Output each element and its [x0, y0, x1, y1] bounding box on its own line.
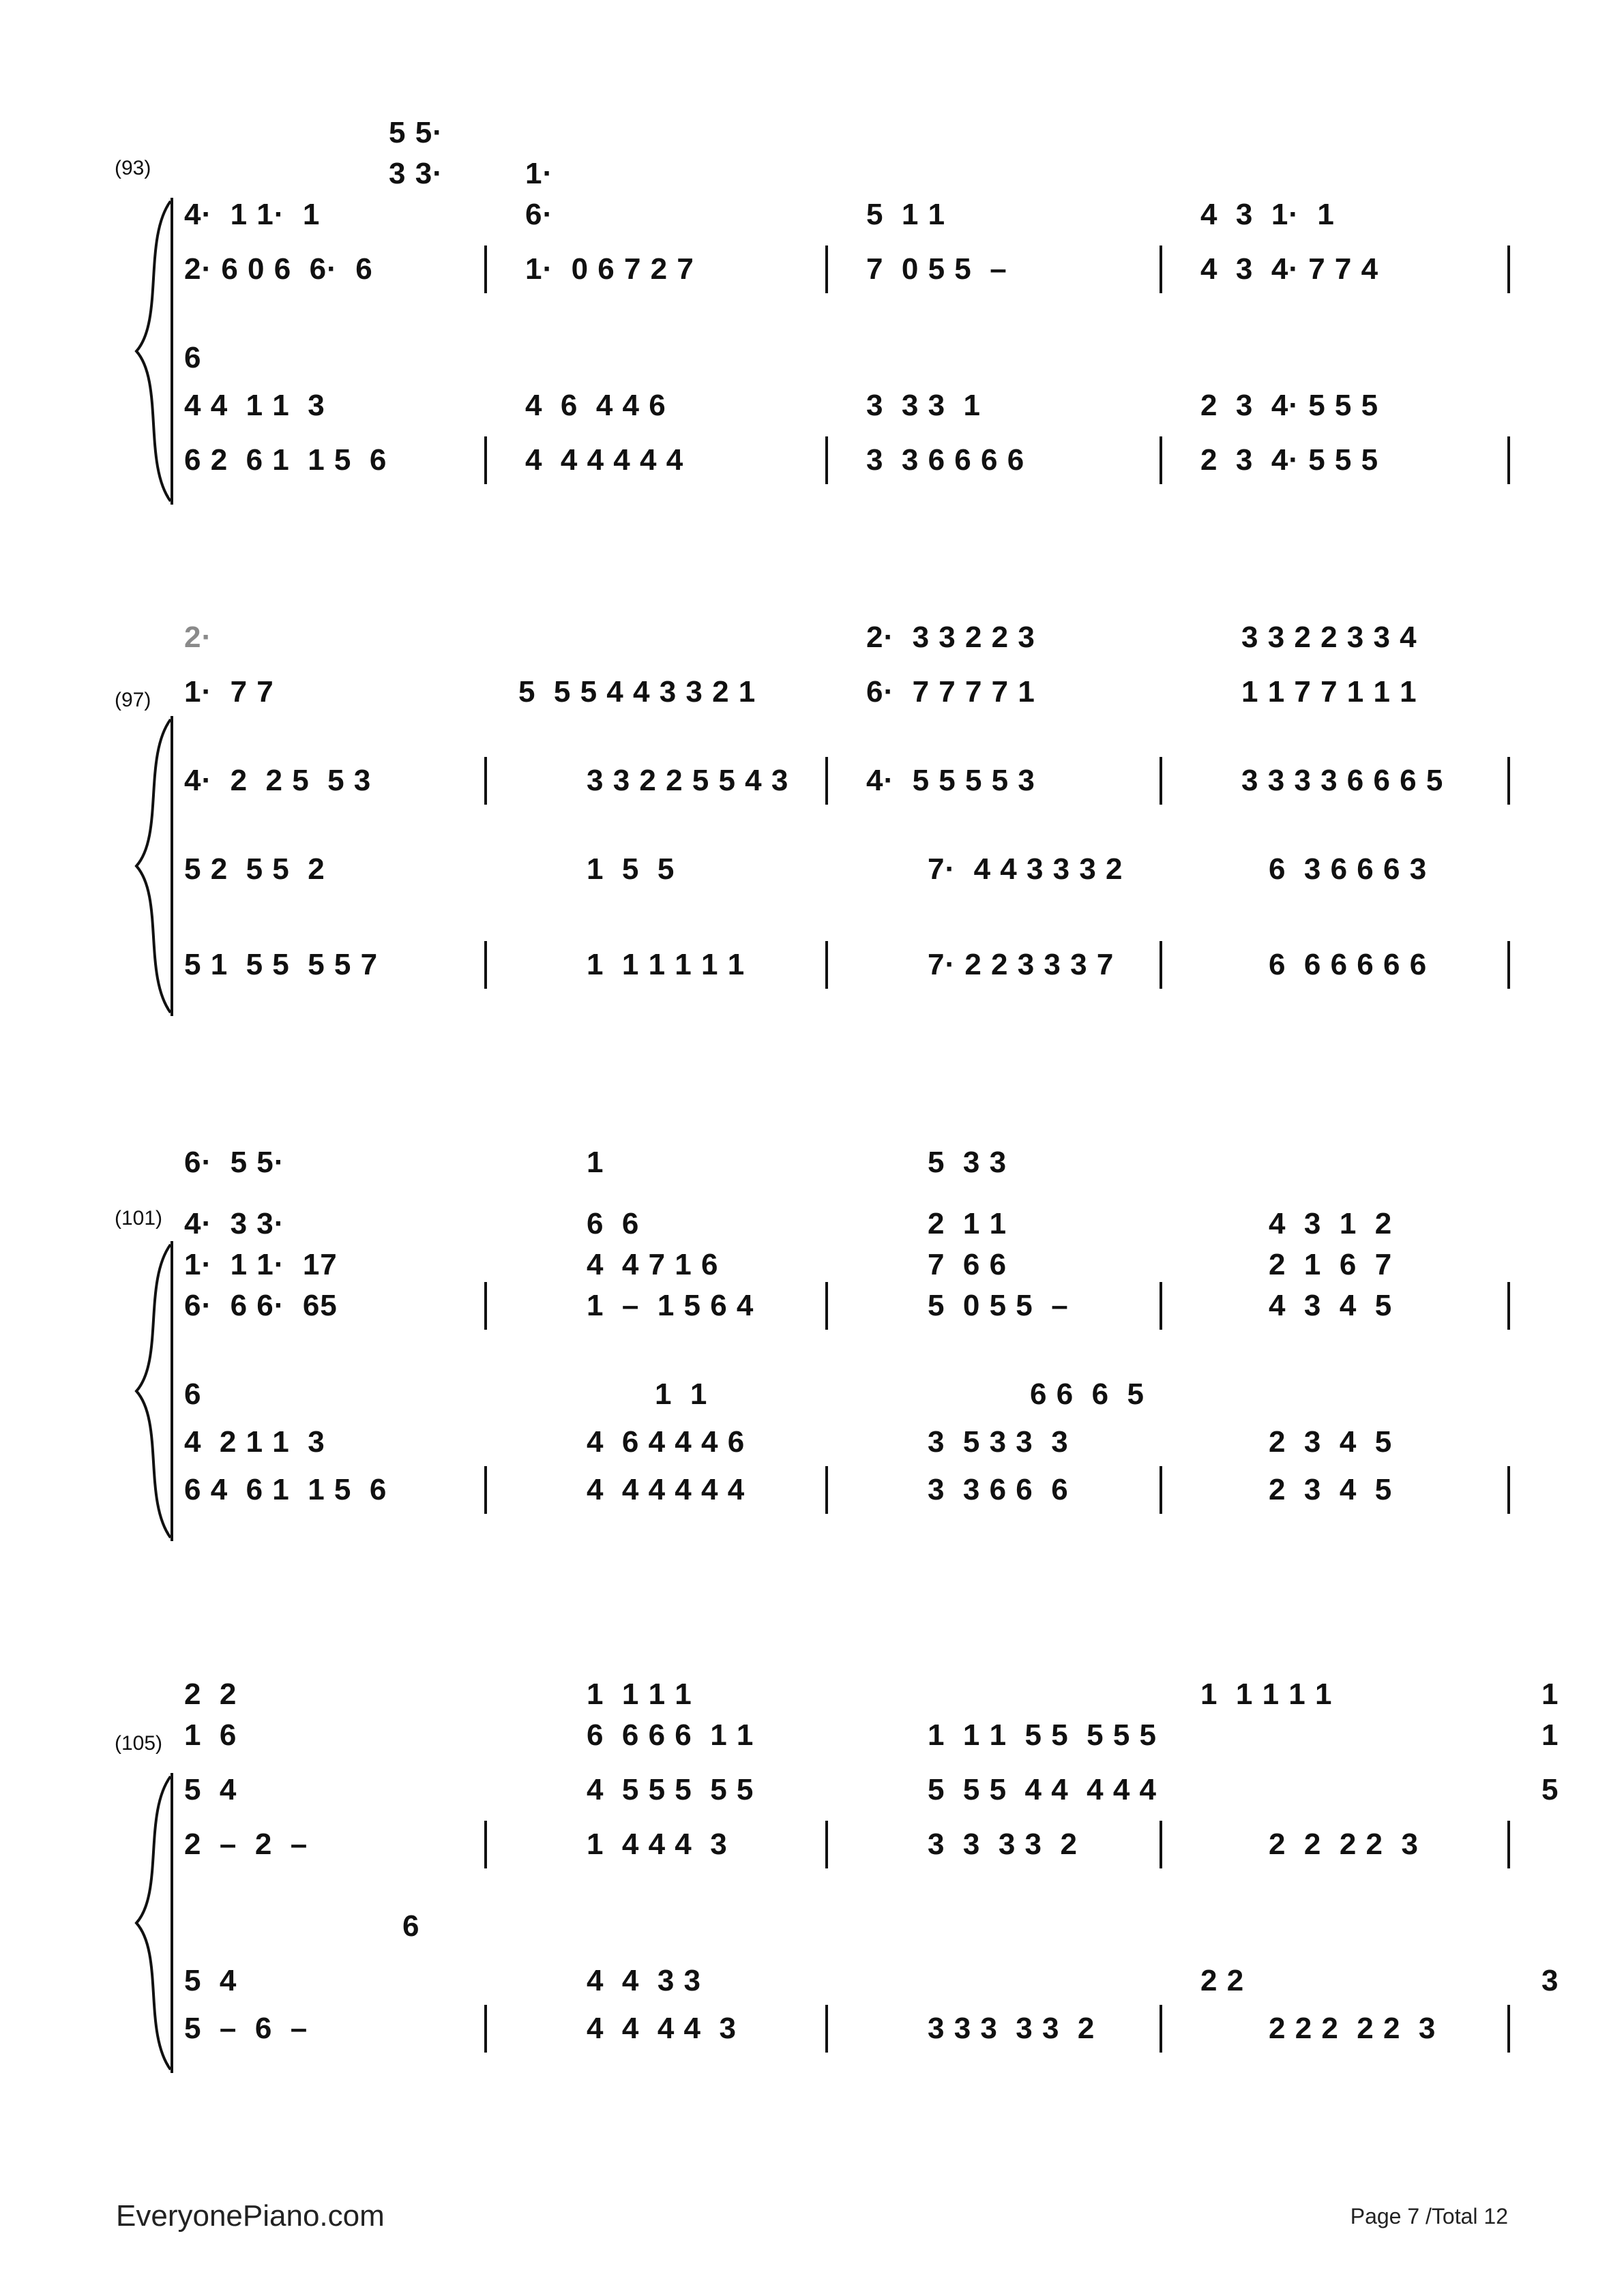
upper-staff-row: [177, 1207, 1521, 1245]
upper-staff-row: [177, 621, 1521, 659]
measure-107-note-row: 5 5 5 4 4 4 4 4: [928, 1773, 1157, 1806]
measure-96-note-row: 4 3 1· 1: [1200, 198, 1335, 231]
barline: [484, 1821, 487, 1868]
measure-102-note-row: 1 – 1 5 6 4: [587, 1289, 754, 1322]
barline: [1507, 757, 1510, 805]
barline: [484, 245, 487, 293]
barline: [1160, 1282, 1162, 1330]
measure-94-note-row: 1·: [525, 157, 554, 190]
measure-108-note-row: 2 2 2 2 2 3: [1269, 2012, 1436, 2045]
measure-95-note-row: 7 0 5 5 –: [866, 252, 1007, 286]
measure-98-note-row: 3 3 2 2 5 5 4 3: [587, 764, 789, 797]
barline: [825, 1282, 828, 1330]
measure-93-note-row: 4· 1 1· 1: [184, 198, 321, 231]
barline: [1507, 941, 1510, 989]
measure-105-note-row: 5 4: [184, 1964, 237, 1997]
measure-102-note-row: 1 1: [655, 1377, 708, 1411]
measure-number: (101): [115, 1207, 163, 1229]
lower-staff-row: [177, 389, 1521, 427]
measure-number: (105): [115, 1732, 163, 1755]
measure-101-note-row: 6· 5 5·: [184, 1146, 285, 1179]
measure-104-note-row: 2 1 6 7: [1269, 1248, 1393, 1281]
upper-staff-row: [177, 1248, 1521, 1286]
measure-100-note-row: 6 6 6 6 6 6: [1269, 948, 1428, 981]
measure-94-note-row: 1· 0 6 7 2 7: [525, 252, 694, 286]
site-name: EveryonePiano.com: [116, 2199, 385, 2233]
upper-staff-row: [177, 1718, 1559, 1757]
measure-97-note-row: 2·: [184, 621, 213, 654]
barline: [1160, 941, 1162, 989]
barline: [825, 436, 828, 484]
upper-staff-row: [177, 1289, 1521, 1327]
measure-101-note-row: 1· 1 1· 17: [184, 1248, 338, 1281]
barline: [484, 1282, 487, 1330]
measure-number: (93): [115, 157, 151, 179]
measure-95-note-row: 3 3 6 6 6 6: [866, 443, 1025, 477]
measure-101-note-row: 6 4 6 1 1 5 6: [184, 1473, 387, 1506]
measure-101-note-row: 4 2 1 1 3: [184, 1425, 325, 1459]
measure-93-note-row: 2· 6 0 6 6· 6: [184, 252, 373, 286]
page-counter: Page 7 /Total 12: [1350, 2204, 1508, 2228]
measure-105-note-row: 2 2: [184, 1678, 237, 1711]
measure-102-note-row: 4 6 4 4 4 6: [587, 1425, 745, 1459]
upper-staff-row: [177, 157, 1521, 195]
barline: [1160, 2005, 1162, 2053]
measure-100-note-row: 1 1 7 7 1 1 1: [1241, 675, 1417, 709]
barline: [484, 1466, 487, 1514]
barline: [825, 1466, 828, 1514]
measure-96-note-row: 2 3 4· 5 5 5: [1200, 389, 1379, 422]
measure-93-note-row: 6: [184, 341, 202, 374]
measure-96-note-row: 2 3 4· 5 5 5: [1200, 443, 1379, 477]
barline: [1507, 1821, 1510, 1868]
system-line: [171, 1773, 173, 2073]
measure-93-note-row: 5 5·: [389, 116, 443, 149]
measure-107-note-row: 3 3 3 3 2: [928, 1828, 1078, 1861]
barline: [1160, 245, 1162, 293]
measure-93-note-row: 3 3·: [389, 157, 443, 190]
measure-105-note-row: 2 – 2 –: [184, 1828, 308, 1861]
measure-107-note-row: 1 1 1 5 5 5 5 5: [928, 1718, 1157, 1752]
measure-106-note-row: 1 1 1 1: [587, 1678, 692, 1711]
barline: [1160, 1821, 1162, 1868]
barline: [1507, 1466, 1510, 1514]
barline: [1160, 757, 1162, 805]
measure-103-note-row: 5 3 3: [928, 1146, 1007, 1179]
barline: [825, 1821, 828, 1868]
measure-107-note-row: 1 1 1 1 1: [1200, 1678, 1333, 1711]
barline: [1507, 436, 1510, 484]
lower-staff-row: [177, 443, 1521, 481]
lower-staff-row: [177, 1964, 1559, 2002]
measure-108-note-row: 1: [1541, 1718, 1559, 1752]
measure-95-note-row: 3 3 3 1: [866, 389, 981, 422]
measure-98-note-row: 5 5 5 4 4 3 3 2 1: [518, 675, 756, 709]
staff-system-3: [102, 1125, 1521, 1548]
measure-100-note-row: 6 3 6 6 6 3: [1269, 852, 1428, 886]
measure-number: (97): [115, 689, 151, 711]
measure-106-note-row: 4 4 3 3: [587, 1964, 702, 1997]
measure-105-note-row: 6: [402, 1909, 420, 1943]
measure-94-note-row: 4 6 4 4 6: [525, 389, 666, 422]
measure-108-note-row: 1: [1541, 1678, 1559, 1711]
measure-99-note-row: 2· 3 3 2 2 3: [866, 621, 1035, 654]
measure-101-note-row: 6: [184, 1377, 202, 1411]
measure-105-note-row: 5 4: [184, 1773, 237, 1806]
measure-102-note-row: 1: [587, 1146, 604, 1179]
measure-105-note-row: 1 6: [184, 1718, 237, 1752]
lower-staff-row: [177, 1473, 1521, 1511]
measure-97-note-row: 5 2 5 5 2: [184, 852, 325, 886]
measure-106-note-row: 4 4 4 4 3: [587, 2012, 737, 2045]
upper-staff-row: [177, 1678, 1559, 1716]
measure-108-note-row: 5: [1541, 1773, 1559, 1806]
upper-staff-row: [177, 198, 1521, 236]
lower-staff-row: [177, 341, 1521, 379]
measure-102-note-row: 4 4 7 1 6: [587, 1248, 719, 1281]
barline: [1507, 245, 1510, 293]
barline: [484, 941, 487, 989]
measure-104-note-row: 4 3 1 2: [1269, 1207, 1393, 1240]
system-line: [171, 716, 173, 1016]
barline: [1507, 1282, 1510, 1330]
staff-system-1: [102, 89, 1521, 511]
measure-106-note-row: 1 4 4 4 3: [587, 1828, 728, 1861]
staff-system-4: [102, 1664, 1559, 2087]
measure-99-note-row: 7· 2 2 3 3 3 7: [928, 948, 1114, 981]
measure-103-note-row: 6 6 6 5: [1030, 1377, 1145, 1411]
measure-99-note-row: 4· 5 5 5 5 3: [866, 764, 1035, 797]
measure-93-note-row: 6 2 6 1 1 5 6: [184, 443, 387, 477]
measure-106-note-row: 6 6 6 6 1 1: [587, 1718, 754, 1752]
measure-107-note-row: 2 2: [1200, 1964, 1245, 1997]
measure-97-note-row: 4· 2 2 5 5 3: [184, 764, 372, 797]
lower-staff-row: [177, 1377, 1521, 1416]
barline: [1160, 436, 1162, 484]
upper-staff-row: [177, 1773, 1559, 1811]
measure-107-note-row: 3 3 3 3 3 2: [928, 2012, 1095, 2045]
measure-100-note-row: 3 3 2 2 3 3 4: [1241, 621, 1417, 654]
measure-102-note-row: 4 4 4 4 4 4: [587, 1473, 745, 1506]
barline: [484, 2005, 487, 2053]
measure-103-note-row: 5 0 5 5 –: [928, 1289, 1069, 1322]
upper-staff-row: [177, 116, 1521, 154]
barline: [825, 245, 828, 293]
system-line: [171, 1241, 173, 1541]
measure-103-note-row: 7 6 6: [928, 1248, 1007, 1281]
measure-108-note-row: 2 2 2 2 3: [1269, 1828, 1419, 1861]
measure-103-note-row: 3 5 3 3 3: [928, 1425, 1069, 1459]
measure-94-note-row: 4 4 4 4 4 4: [525, 443, 684, 477]
upper-staff-row: [177, 764, 1521, 802]
barline: [1507, 2005, 1510, 2053]
measure-98-note-row: 1 5 5: [587, 852, 675, 886]
lower-staff-row: [177, 948, 1521, 986]
measure-101-note-row: 4· 3 3·: [184, 1207, 285, 1240]
barline: [825, 941, 828, 989]
measure-96-note-row: 4 3 4· 7 7 4: [1200, 252, 1379, 286]
measure-103-note-row: 3 3 6 6 6: [928, 1473, 1069, 1506]
lower-staff-row: [177, 852, 1521, 891]
upper-staff-row: [177, 675, 1521, 713]
measure-104-note-row: 2 3 4 5: [1269, 1473, 1393, 1506]
lower-staff-row: [177, 2012, 1521, 2050]
measure-104-note-row: 4 3 4 5: [1269, 1289, 1393, 1322]
upper-staff-row: [177, 252, 1521, 290]
measure-101-note-row: 6· 6 6· 65: [184, 1289, 338, 1322]
measure-102-note-row: 6 6: [587, 1207, 640, 1240]
measure-99-note-row: 6· 7 7 7 7 1: [866, 675, 1035, 709]
measure-95-note-row: 5 1 1: [866, 198, 946, 231]
system-line: [171, 198, 173, 505]
lower-staff-row: [177, 1909, 1521, 1948]
staff-system-2: [102, 600, 1521, 1023]
upper-staff-row: [177, 1146, 1521, 1184]
barline: [825, 757, 828, 805]
measure-97-note-row: 1· 7 7: [184, 675, 274, 709]
measure-97-note-row: 5 1 5 5 5 5 7: [184, 948, 379, 981]
barline: [1160, 1466, 1162, 1514]
barline: [484, 436, 487, 484]
barline: [825, 2005, 828, 2053]
upper-staff-row: [177, 1828, 1521, 1866]
measure-94-note-row: 6·: [525, 198, 554, 231]
measure-106-note-row: 4 5 5 5 5 5: [587, 1773, 754, 1806]
measure-98-note-row: 1 1 1 1 1 1: [587, 948, 745, 981]
measure-105-note-row: 5 – 6 –: [184, 2012, 308, 2045]
measure-108-note-row: 3: [1541, 1964, 1559, 1997]
measure-100-note-row: 3 3 3 3 6 6 6 5: [1241, 764, 1444, 797]
measure-93-note-row: 4 4 1 1 3: [184, 389, 325, 422]
measure-103-note-row: 2 1 1: [928, 1207, 1007, 1240]
measure-99-note-row: 7· 4 4 3 3 3 2: [928, 852, 1123, 886]
barline: [484, 757, 487, 805]
measure-104-note-row: 2 3 4 5: [1269, 1425, 1393, 1459]
lower-staff-row: [177, 1425, 1521, 1463]
